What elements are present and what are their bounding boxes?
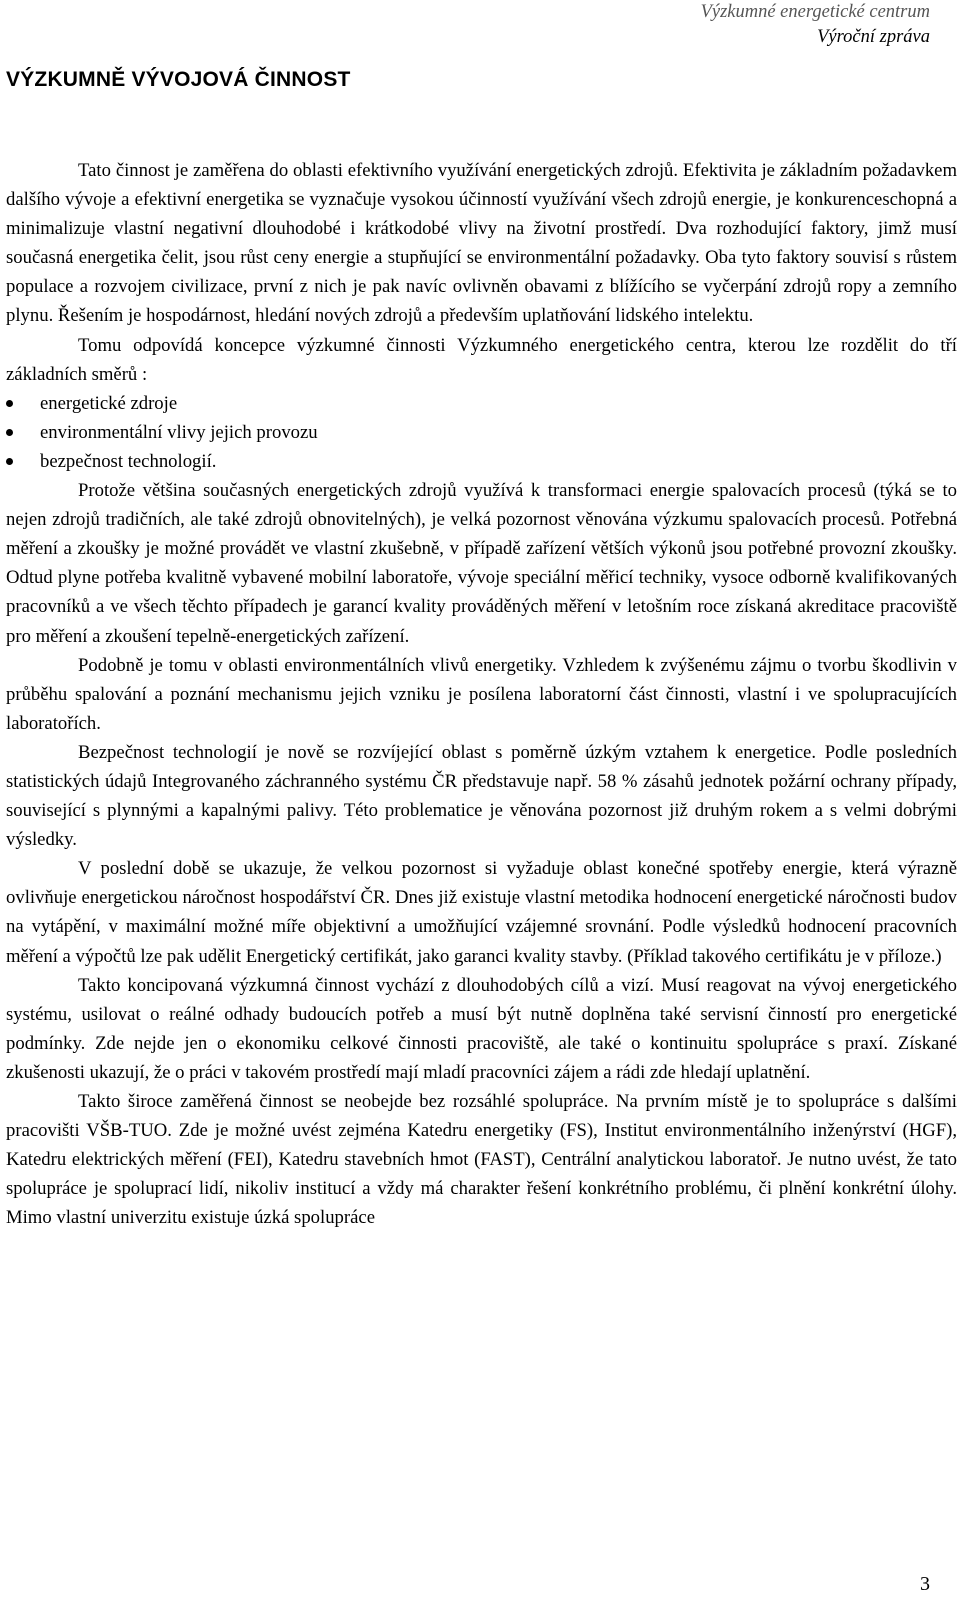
list-item [6, 389, 957, 418]
bullet-icon [6, 429, 13, 436]
header-organization: Výzkumné energetické centrum [700, 2, 930, 22]
header-report-title: Výroční zpráva [817, 27, 930, 47]
page-header [701, 0, 930, 50]
paragraph-concept: Tomu odpovídá koncepce výzkumné činnosti Výzkumného energetického centra, kterou lze rozdělit do tří základních směrů : [6, 334, 957, 385]
paragraph-safety: Bezpečnost technologií je nově se rozvíjející oblast s poměrně úzkým vztahem k energetice. Podle posledních statistických údajů Integrovaného záchranného systému ČR představuje např. 58 % zásahů jednotek požární ochrany případy, související s plynnými a kapalnými palivy. Této problematice je věnována pozornost již druhým rokem a s velmi dobrými výsledky. [6, 741, 957, 851]
paragraph-environment: Podobně je tomu v oblasti environmentálních vlivů energetiky. Vzhledem k zvýšenému zájmu o tvorbu škodlivin v průběhu spalování a poznání mechanismu jejich vzniku je posílena laboratorní část činnosti, vlastní i ve spolupracujících laboratořích. [6, 654, 957, 734]
list-item [6, 418, 957, 447]
research-directions-list [6, 389, 957, 476]
list-item-text: energetické zdroje [40, 392, 178, 414]
section-title: VÝZKUMNĚ VÝVOJOVÁ ČINNOST [6, 68, 351, 91]
paragraph-combustion: Protože většina současných energetických zdrojů využívá k transformaci energie spalovacích procesů (týká se to nejen zdrojů tradičních, ale také zdrojů obnovitelných), je velká pozornost věnována výzkumu spalovacích procesů. Potřebná měření a zkoušky je možné provádět ve vlastní zkušebně, v případě zařízení větších výkonů jsou potřebné provozní zkoušky. Odtud plyne potřeba kvalitně vybavené mobilní laboratoře, vývoje speciální měřicí techniky, vysoce odborně kvalifikovaných pracovníků a ve všech těchto případech je garancí kvality prováděných měření v letošním roce získaná akreditace pracoviště pro měření a zkoušení tepelně-energetických zařízení. [6, 480, 957, 647]
list-item-text: bezpečnost technologií. [40, 450, 217, 472]
paragraph-cooperation: Takto široce zaměřená činnost se neobejde bez rozsáhlé spolupráce. Na prvním místě je to spolupráce s dalšími pracovišti VŠB-TUO. Zde je možné uvést zejména Katedru energetiky (FS), Institut environmentálního inženýrství (HGF), Katedru elektrických měření (FEI), Katedru stavebních hmot (FAST), Centrální analytickou laboratoř. Je nutno uvést, že tato spolupráce je spoluprací lidí, nikoliv institucí a vždy má charakter řešení konkrétního problému, či plnění konkrétní úlohy. Mimo vlastní univerzitu existuje úzká spolupráce [6, 1091, 957, 1229]
paragraph-vision: Takto koncipovaná výzkumná činnost vychází z dlouhodobých cílů a vizí. Musí reagovat na vývoj energetického systému, usilovat o reálné odhady budoucích potřeb a musí být nutně doplněna také servisní činností pro energetické podmínky. Zde nejde jen o ekonomiku celkové činnosti pracoviště, ale také o kontinuitu spolupráce s praxí. Získané zkušenosti ukazují, že o práci v takovém prostředí mají mladí pracovníci zájem a rádi zde hledají uplatnění. [6, 974, 957, 1083]
list-item-text: environmentální vlivy jejich provozu [40, 421, 318, 443]
list-item [6, 447, 957, 476]
page-number: 3 [920, 1573, 930, 1595]
paragraph-intro: Tato činnost je zaměřena do oblasti efektivního využívání energetických zdrojů. Efektivita je základním požadavkem dalšího vývoje a efektivní energetika se vyznačuje vysokou účinností využívání všech zdrojů energie, je konkurenceschopná a minimalizuje vlastní negativní dlouhodobé i krátkodobé vlivy na životní prostředí. Dva rozhodující faktory, jimž musí současná energetika čelit, jsou růst ceny energie a stupňující se environmentální požadavky. Oba tyto faktory souvisí s růstem populace a rozvojem civilizace, první z nich je pak navíc ovlivněn obavami z blížícího se vyčerpání zdrojů ropy a zemního plynu. Řešením je hospodárnost, hledání nových zdrojů a především uplatňování lidského intelektu. [6, 160, 957, 327]
bullet-icon [6, 400, 13, 407]
paragraph-consumption: V poslední době se ukazuje, že velkou pozornost si vyžaduje oblast konečné spotřeby energie, která výrazně ovlivňuje energetickou náročnost hospodářství ČR. Dnes již existuje vlastní metodika hodnocení energetické náročnosti budov na vytápění, v maximální možné míře objektivní a umožňující vzájemné srovnání. Podle výsledků hodnocení pracovních měření a výpočtů lze pak udělit Energetický certifikát, jako garanci kvality stavby. (Příklad takového certifikátu je v příloze.) [6, 858, 957, 967]
document-body [6, 156, 957, 1232]
bullet-icon [6, 458, 13, 465]
